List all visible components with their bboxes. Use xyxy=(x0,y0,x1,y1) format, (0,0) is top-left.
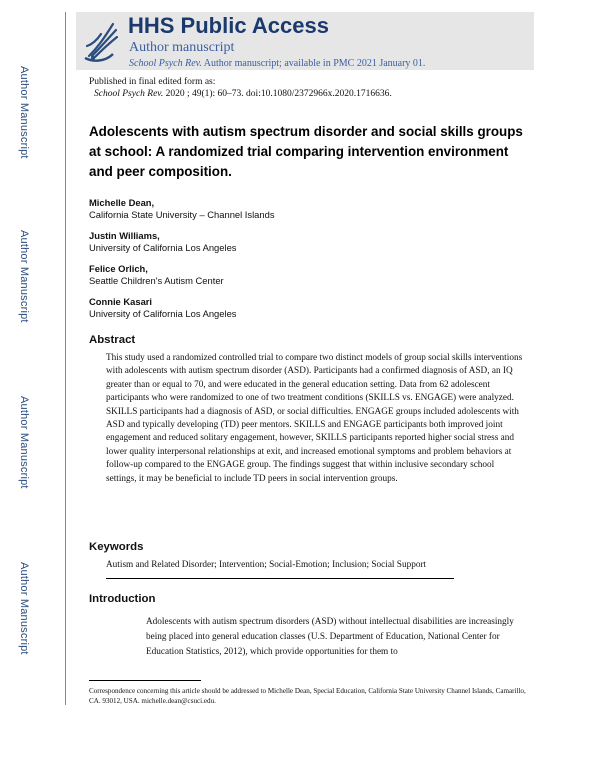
author-name: Connie Kasari xyxy=(89,296,153,307)
sidebar-rule xyxy=(65,12,66,705)
footnote: Correspondence concerning this article should be addressed to Michelle Dean, Special Education, California State University Channel Islands, Camarillo, CA. 93012, USA. michelle.dean@csuci.edu. xyxy=(89,687,526,705)
hhs-eagle-logo-icon xyxy=(83,18,119,64)
keywords-divider xyxy=(106,578,454,579)
citation: School Psych Rev. 2020 ; 49(1): 60–73. doi:10.1080/2372966x.2020.1716636. xyxy=(94,89,392,99)
publication-info xyxy=(89,76,392,100)
sidebar-label: Author Manuscript xyxy=(18,230,30,323)
footnote-divider xyxy=(89,680,201,681)
header-title: HHS Public Access xyxy=(128,13,329,38)
keywords-text: Autism and Related Disorder; Intervention; Social-Emotion; Inclusion; Social Support xyxy=(106,560,427,570)
author-block xyxy=(89,230,236,254)
author-affiliation: University of California Los Angeles xyxy=(89,242,237,253)
author-name: Michelle Dean, xyxy=(89,197,155,208)
author-name: Justin Williams, xyxy=(89,230,160,241)
abstract-heading: Abstract xyxy=(89,334,136,346)
introduction-text: Adolescents with autism spectrum disorders (ASD) without intellectual disabilities are increasingly being placed into general education classes (U.S. Department of Education, National Center for Education Statistics, 2012), which provide opportunities for them to xyxy=(146,617,514,658)
header-availability: School Psych Rev. Author manuscript; available in PMC 2021 January 01. xyxy=(129,58,426,69)
header-subtitle: Author manuscript xyxy=(129,40,235,55)
sidebar-label: Author Manuscript xyxy=(18,562,30,655)
author-name: Felice Orlich, xyxy=(89,263,148,274)
introduction-heading: Introduction xyxy=(89,593,156,605)
abstract-text: This study used a randomized controlled trial to compare two distinct models of group social skills interventions with adolescents with autism spectrum disorder (ASD). Participants had a confirmed diagnosis of ASD, an IQ greater than or equal to 70, and were educated in the general education setting. Data from 62 adolescent participants who were randomized to one of two treatment conditions (SKILLS vs. ENGAGE) were analyzed. SKILLS participants had a diagnosis of ASD, or social difficulties. ENGAGE groups included adolescents with ASD and typically developing (TD) peer mentors. SKILLS and ENGAGE participants both improved joint engagement and reduced solitary engagement, however, SKILLS participants reported higher social stress and lower quality interpersonal relationships at exit, and increased emotional symptoms and problem behaviors at follow-up compared to the ENGAGE group. The findings suggest that within inclusive secondary school settings, it may be beneficial to include TD peers in social intervention groups. xyxy=(106,353,523,484)
author-affiliation: Seattle Children's Autism Center xyxy=(89,275,224,286)
article-title: Adolescents with autism spectrum disorder and social skills groups at school: A randomized trial comparing intervention environment and peer composition. xyxy=(89,124,523,179)
sidebar-label: Author Manuscript xyxy=(18,396,30,489)
header-journal: School Psych Rev. xyxy=(129,58,202,69)
published-line: Published in final edited form as: xyxy=(89,77,216,87)
author-affiliation: University of California Los Angeles xyxy=(89,308,237,319)
author-block xyxy=(89,296,236,320)
author-block xyxy=(89,197,275,221)
author-affiliation: California State University – Channel Islands xyxy=(89,209,275,220)
author-block xyxy=(89,263,224,287)
hhs-header xyxy=(76,12,534,70)
keywords-heading: Keywords xyxy=(89,541,144,553)
sidebar-label: Author Manuscript xyxy=(18,66,30,159)
